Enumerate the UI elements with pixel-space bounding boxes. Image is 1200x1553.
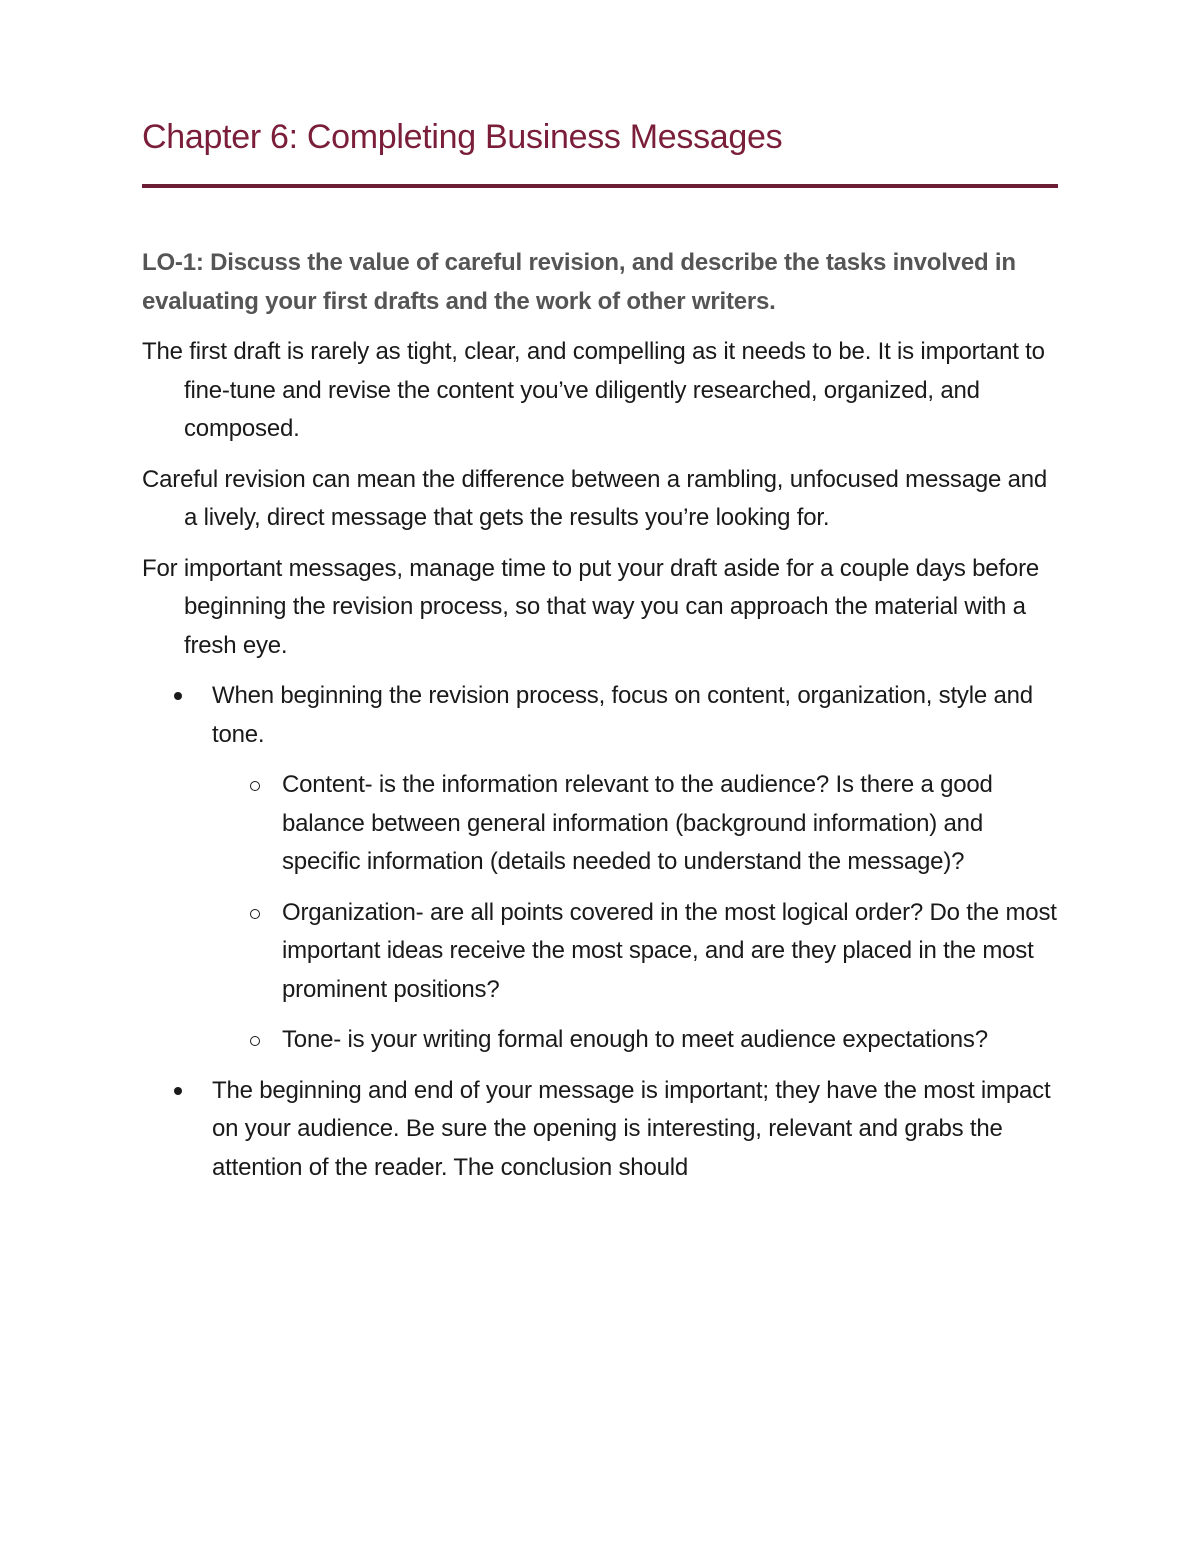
sub-item-text: Tone- is your writing formal enough to meet audience expectations? [282,1026,988,1053]
sub-item-content [212,766,1060,882]
sub-item-text: Content- is the information relevant to the audience? Is there a good balance between general information (background information) and specific information (details needed to understand the message)? [282,771,993,875]
hollow-circle-icon [250,1036,260,1046]
bullet-dot-icon [174,1087,182,1095]
learning-objective-heading [142,244,1060,321]
bullet-beginning-end [142,1072,1060,1188]
revision-focus-sub-list [212,766,1060,1060]
sub-item-text: Organization- are all points covered in the most logical order? Do the most important ideas receive the most space, and are they placed in the most prominent positions? [282,898,1057,1003]
title-divider [142,184,1058,188]
bullet-revision-focus [142,677,1060,1060]
learning-objective-text: Discuss the value of careful revision, and describe the tasks involved in evaluating your first drafts and the work of other writers. [142,249,1016,315]
bullet-text: The beginning and end of your message is important; they have the most impact on your audience. Be sure the opening is interesting, relevant and grabs the attention of the reader. The conclusion should [212,1076,1051,1181]
paragraph-important-messages: For important messages, manage time to put your draft aside for a couple days before beginning the revision process, so that way you can approach the material with a fresh eye. [142,554,1040,659]
sub-item-organization [212,894,1060,1010]
learning-objective-label: LO-1: [142,249,204,276]
hollow-circle-icon [250,909,260,919]
chapter-title: Chapter 6: Completing Business Messages [142,118,783,156]
hollow-circle-icon [250,781,260,791]
sub-item-tone [212,1021,1060,1060]
document-body [142,244,1060,1199]
revision-bullet-list [142,677,1060,1187]
bullet-text: When beginning the revision process, focus on content, organization, style and tone. [212,682,1033,748]
paragraph-first-draft: The first draft is rarely as tight, clear, and compelling as it needs to be. It is important to fine-tune and revise the content you’ve diligently researched, organized, and composed. [142,338,1045,442]
bullet-dot-icon [174,692,182,700]
paragraph-careful-revision: Careful revision can mean the difference between a rambling, unfocused message and a lively, direct message that gets the results you’re looking for. [142,465,1048,531]
